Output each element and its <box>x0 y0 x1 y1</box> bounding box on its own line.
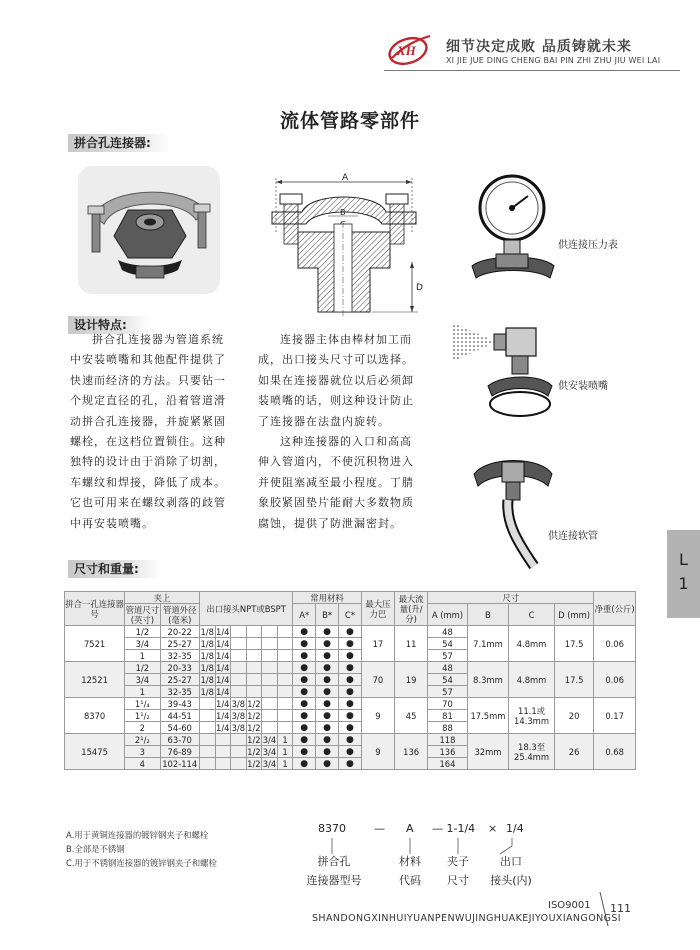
cell-outlet: 1/8 <box>200 674 214 685</box>
spray-nozzle-illustration <box>448 312 556 422</box>
cell-size: 4 <box>125 758 160 770</box>
material-dot: ● <box>293 662 316 674</box>
section-label-connector: 拼合孔连接器: <box>68 134 170 152</box>
svg-text:B: B <box>340 208 346 217</box>
text-line: 独特的设计由于消除了切割， <box>70 455 226 469</box>
cell-dim-a: 54 <box>428 638 467 650</box>
th-dims: 尺寸 <box>428 592 594 604</box>
cell-pressure: 9 <box>361 698 394 734</box>
cell-flow: 136 <box>395 734 428 770</box>
cell-od: 44-51 <box>160 710 199 722</box>
note-c: C.用于不锈钢连接器的镀锌钢夹子和螺栓 <box>66 858 217 868</box>
cell-outlet <box>231 650 247 662</box>
material-dot: ● <box>293 698 316 710</box>
caption-line: 拼合孔 <box>317 855 351 868</box>
cell-od: 25-27 <box>160 638 199 650</box>
cell-outlet: 1/8 <box>200 662 214 673</box>
th-max-pressure: 最大压力巴 <box>361 592 394 626</box>
cell-outlet: 1/4 <box>216 710 230 721</box>
cell-outlet: 1/4 <box>216 698 230 709</box>
cell-outlet <box>277 626 293 638</box>
cell-dim-c: 18.3至25.4mm <box>509 734 555 770</box>
cell-weight: 0.06 <box>594 626 636 662</box>
text-line: 了连接器在法盘内旋转。 <box>258 414 390 428</box>
material-dot: ● <box>338 674 361 686</box>
th-dim-c: C <box>509 604 555 626</box>
text-line: 中安装喷嘴和其他配件提供了 <box>70 353 226 367</box>
material-dot: ● <box>338 686 361 698</box>
material-dot: ● <box>316 662 339 674</box>
cell-outlet <box>246 650 262 662</box>
text-line: 动拼合孔连接器，并旋紧紧固 <box>70 414 226 428</box>
cell-dim-a: 57 <box>428 650 467 662</box>
cell-outlet: 1/2 <box>247 734 261 745</box>
cell-dim-d: 17.5 <box>554 662 593 698</box>
footer-iso: ISO9001 <box>548 900 591 911</box>
cell-outlet <box>277 710 293 722</box>
cell-outlet: 3/8 <box>231 698 246 709</box>
cell-size: 3 <box>125 746 160 758</box>
pressure-gauge-illustration <box>466 170 558 290</box>
text-line: 成，出口接头尺寸可以选择。 <box>258 353 414 367</box>
cell-od: 20-33 <box>160 662 199 674</box>
caption-line: 代码 <box>399 874 421 887</box>
cell-outlet: 3/8 <box>231 710 246 721</box>
material-dot: ● <box>338 626 361 638</box>
material-dot: ● <box>293 722 316 734</box>
cell-outlet: 1/2 <box>247 746 261 757</box>
th-material: 常用材料 <box>293 592 361 604</box>
cell-outlet: 1/4 <box>216 722 230 733</box>
cell-flow: 11 <box>395 626 428 662</box>
cell-outlet: 1 <box>277 758 293 770</box>
cell-outlet: 1/8 <box>200 638 214 649</box>
cell-outlet <box>215 734 231 746</box>
cell-weight: 0.06 <box>594 662 636 698</box>
spec-table <box>64 591 636 770</box>
label-gauge: 供连接压力表 <box>558 240 618 251</box>
cell-outlet: 3/4 <box>262 746 277 757</box>
cell-dim-b: 8.3mm <box>467 662 509 698</box>
cell-pressure: 9 <box>361 734 394 770</box>
connector-photo <box>78 166 220 294</box>
cell-outlet <box>231 746 247 758</box>
text-line: 车螺纹和焊接，降低了成本。 <box>70 475 226 489</box>
caption-line: 连接器型号 <box>306 874 362 887</box>
th-dim-a: A (mm) <box>428 604 467 626</box>
cell-dim-a: 88 <box>428 722 467 734</box>
section-label-design: 设计特点: <box>68 316 150 334</box>
cell-od: 20-22 <box>160 626 199 638</box>
cell-dim-a: 118 <box>428 734 467 746</box>
page-title: 流体管路零部件 <box>279 110 420 132</box>
material-dot: ● <box>293 674 316 686</box>
cell-outlet <box>277 650 293 662</box>
cell-outlet <box>215 746 231 758</box>
material-dot: ● <box>293 626 316 638</box>
order-code-model: 8370 <box>318 822 346 835</box>
note-b: B.全部是不锈钢 <box>66 844 125 854</box>
cell-model: 7521 <box>65 626 125 662</box>
th-mat-c: C* <box>338 604 361 626</box>
header-slogan-en: XI JIE JUE DING CHENG BAI PIN ZHI ZHU JIU WEI LAI <box>446 56 661 65</box>
cell-dim-b: 32mm <box>467 734 509 770</box>
cell-model: 12521 <box>65 662 125 698</box>
cell-pressure: 17 <box>361 626 394 662</box>
material-dot: ● <box>293 758 316 770</box>
text-line: 这种连接器的入口和高高 <box>280 435 412 449</box>
material-dot: ● <box>293 650 316 662</box>
cell-outlet <box>231 638 247 650</box>
caption-outlet <box>486 852 536 890</box>
th-mat-b: B* <box>316 604 339 626</box>
material-dot: ● <box>316 638 339 650</box>
cell-weight: 0.68 <box>594 734 636 770</box>
material-dot: ● <box>338 746 361 758</box>
material-dot: ● <box>338 710 361 722</box>
cell-outlet <box>199 722 215 734</box>
cell-dim-d: 20 <box>554 698 593 734</box>
cell-outlet: 1/8 <box>200 650 214 661</box>
header-slogan-cn: 细节决定成败 品质铸就未来 <box>446 39 632 55</box>
label-hose: 供连接软管 <box>548 531 598 542</box>
cell-outlet <box>199 698 215 710</box>
cell-size: 3/4 <box>125 638 160 650</box>
th-mat-a: A* <box>293 604 316 626</box>
cell-outlet <box>262 698 278 710</box>
label-nozzle: 供安装喷嘴 <box>558 381 608 392</box>
text-line: 并使阻塞减至最小程度。丁腈 <box>258 475 414 489</box>
cell-dim-d: 26 <box>554 734 593 770</box>
material-dot: ● <box>293 734 316 746</box>
cell-outlet <box>277 686 293 698</box>
cell-size: 1 <box>125 686 160 698</box>
cell-od: 25-27 <box>160 674 199 686</box>
th-dim-b: B <box>467 604 509 626</box>
cell-outlet: 1/8 <box>200 626 214 637</box>
cell-outlet: 3/4 <box>262 734 277 745</box>
cell-outlet: 3/4 <box>262 758 277 769</box>
cell-outlet <box>277 722 293 734</box>
material-dot: ● <box>316 674 339 686</box>
cell-od: 39-43 <box>160 698 199 710</box>
th-max-flow: 最大流量(升/分) <box>395 592 428 626</box>
caption-line: 接头(内) <box>490 874 532 887</box>
cell-size: 2 <box>125 722 160 734</box>
th-model: 拼合一孔连接器号 <box>65 592 125 626</box>
material-dot: ● <box>293 710 316 722</box>
cell-outlet <box>199 746 215 758</box>
section-label-size-weight: 尺寸和重量: <box>68 560 162 578</box>
material-dot: ● <box>338 758 361 770</box>
cell-outlet: 1/4 <box>216 674 230 685</box>
svg-text:D: D <box>416 283 423 293</box>
order-code-dash: — <box>374 822 385 835</box>
cell-outlet <box>262 638 278 650</box>
caption-line: 出口 <box>500 855 522 868</box>
cell-size: 1¹/₄ <box>125 698 160 710</box>
cell-size: 1/2 <box>125 662 160 674</box>
note-a: A.用于黄铜连接器的镀锌钢夹子和螺栓 <box>66 830 209 840</box>
cell-outlet <box>246 686 262 698</box>
cell-od: 32-35 <box>160 650 199 662</box>
material-dot: ● <box>316 746 339 758</box>
cell-pressure: 70 <box>361 662 394 698</box>
cell-outlet <box>262 686 278 698</box>
svg-text:A: A <box>342 173 349 183</box>
caption-line: 尺寸 <box>447 874 469 887</box>
cell-outlet: 1/2 <box>247 710 261 721</box>
material-dot: ● <box>316 758 339 770</box>
cell-size: 1 <box>125 650 160 662</box>
cell-outlet: 1 <box>277 734 293 746</box>
caption-clamp <box>440 852 476 890</box>
cell-dim-a: 48 <box>428 662 467 674</box>
cell-flow: 45 <box>395 698 428 734</box>
cell-outlet <box>246 674 262 686</box>
cell-dim-b: 17.5mm <box>467 698 509 734</box>
cell-dim-a: 70 <box>428 698 467 710</box>
th-pipe-od: 管道外径(毫米) <box>160 604 199 626</box>
cell-outlet <box>262 722 278 734</box>
text-line: 个规定直径的孔，沿着管道滑 <box>70 394 226 408</box>
cell-dim-c: 11.1或14.3mm <box>509 698 555 734</box>
company-logo <box>386 32 432 68</box>
cell-outlet: 1/2 <box>247 698 261 709</box>
caption-material <box>392 852 428 890</box>
cell-outlet: 1/4 <box>216 650 230 661</box>
caption-line: 材料 <box>399 855 421 868</box>
cell-outlet <box>231 758 247 770</box>
cell-outlet <box>277 662 293 674</box>
cell-outlet <box>246 662 262 674</box>
cell-outlet: 1/4 <box>216 662 230 673</box>
material-dot: ● <box>316 650 339 662</box>
cross-section-drawing <box>262 172 432 320</box>
cell-model: 15475 <box>65 734 125 770</box>
order-code-clamp: — 1-1/4 <box>432 822 476 835</box>
cell-outlet <box>262 650 278 662</box>
cell-outlet <box>277 698 293 710</box>
cell-od: 102-114 <box>160 758 199 770</box>
th-clamp: 夹上 <box>125 592 200 604</box>
cell-outlet <box>262 674 278 686</box>
cell-weight: 0.17 <box>594 698 636 734</box>
cell-dim-a: 54 <box>428 674 467 686</box>
cell-dim-c: 4.8mm <box>509 626 555 662</box>
design-text-right <box>258 330 448 534</box>
material-dot: ● <box>338 734 361 746</box>
cell-dim-a: 164 <box>428 758 467 770</box>
caption-line: 夹子 <box>447 855 469 868</box>
cell-size: 3/4 <box>125 674 160 686</box>
cell-dim-a: 57 <box>428 686 467 698</box>
th-outlet: 出口接头NPT或BSPT <box>199 592 292 626</box>
svg-text:XH: XH <box>397 43 416 58</box>
cell-dim-a: 136 <box>428 746 467 758</box>
cell-outlet <box>262 662 278 674</box>
text-line: 象胶紧固垫片能耐大多数物质 <box>258 496 414 510</box>
text-line: 中再安装喷嘴。 <box>70 516 154 530</box>
cell-outlet: 1/4 <box>216 638 230 649</box>
th-pipe-size: 管道尺寸(英寸) <box>125 604 160 625</box>
cell-outlet <box>199 710 215 722</box>
cell-od: 63-70 <box>160 734 199 746</box>
cell-outlet: 1 <box>277 746 293 758</box>
material-dot: ● <box>338 650 361 662</box>
material-dot: ● <box>338 662 361 674</box>
th-dim-d: D (mm) <box>554 604 593 626</box>
text-line: 螺栓，在这档位置锁住。这种 <box>70 435 226 449</box>
design-text-left <box>70 330 248 534</box>
cell-dim-b: 7.1mm <box>467 626 509 662</box>
cell-dim-a: 48 <box>428 626 467 638</box>
text-line: 它也可用来在螺纹剥落的歧管 <box>70 496 226 510</box>
cell-outlet: 1/4 <box>216 686 230 697</box>
hose-illustration <box>470 452 556 570</box>
cell-outlet <box>231 662 247 674</box>
cell-size: 2¹/₂ <box>125 734 160 746</box>
cell-dim-c: 4.8mm <box>509 662 555 698</box>
cell-outlet <box>262 710 278 722</box>
text-line: 连接器主体由棒材加工而 <box>280 333 412 346</box>
cell-outlet <box>231 674 247 686</box>
material-notes <box>66 828 217 870</box>
section-side-tab <box>667 530 700 618</box>
cell-outlet: 1/2 <box>247 722 261 733</box>
material-dot: ● <box>316 686 339 698</box>
side-tab-number: 1 <box>678 574 689 593</box>
material-dot: ● <box>293 746 316 758</box>
order-code-times: × <box>488 822 498 835</box>
cell-dim-a: 81 <box>428 710 467 722</box>
header-divider <box>384 70 680 71</box>
text-line: 拼合孔连接器为管道系统 <box>92 333 224 346</box>
text-line: 快速而经济的方法。只要钻一 <box>70 373 226 387</box>
material-dot: ● <box>338 638 361 650</box>
cell-outlet <box>262 626 278 638</box>
text-line: 装喷嘴的话，则这种设计防止 <box>258 394 414 408</box>
cell-size: 1/2 <box>125 626 160 638</box>
cell-outlet <box>231 734 247 746</box>
cell-outlet <box>231 686 247 698</box>
cell-outlet <box>246 638 262 650</box>
cell-od: 76-89 <box>160 746 199 758</box>
cell-outlet: 3/8 <box>231 722 246 733</box>
material-dot: ● <box>316 698 339 710</box>
th-weight: 净重(公斤) <box>594 592 636 626</box>
cell-outlet <box>277 674 293 686</box>
order-code-material: A <box>406 822 414 835</box>
material-dot: ● <box>338 698 361 710</box>
cell-outlet: 1/4 <box>216 626 230 637</box>
page-number: 111 <box>610 902 631 915</box>
text-line: 腐蚀，提供了防泄漏密封。 <box>258 516 402 530</box>
cell-outlet <box>246 626 262 638</box>
cell-outlet <box>199 758 215 770</box>
order-code-outlet: 1/4 <box>506 822 524 835</box>
cell-od: 32-35 <box>160 686 199 698</box>
side-tab-letter: L <box>679 550 688 569</box>
cell-outlet <box>199 734 215 746</box>
material-dot: ● <box>316 722 339 734</box>
cell-outlet <box>277 638 293 650</box>
cell-model: 8370 <box>65 698 125 734</box>
cell-outlet <box>215 758 231 770</box>
caption-model <box>298 852 370 890</box>
cell-outlet <box>231 626 247 638</box>
cell-od: 54-60 <box>160 722 199 734</box>
material-dot: ● <box>316 734 339 746</box>
footer-company-en: SHANDONGXINHUIYUANPENWUJINGHUAKEJIYOUXIANGONGSI <box>312 913 621 924</box>
material-dot: ● <box>293 638 316 650</box>
cell-flow: 19 <box>395 662 428 698</box>
cell-size: 1¹/₂ <box>125 710 160 722</box>
text-line: 如果在连接器就位以后必须卸 <box>258 373 414 387</box>
cell-dim-d: 17.5 <box>554 626 593 662</box>
material-dot: ● <box>316 626 339 638</box>
material-dot: ● <box>316 710 339 722</box>
material-dot: ● <box>293 686 316 698</box>
cell-outlet: 1/2 <box>247 758 261 769</box>
material-dot: ● <box>338 722 361 734</box>
cell-outlet: 1/8 <box>200 686 214 697</box>
text-line: 伸入管道内，不使沉积物进入 <box>258 455 414 469</box>
